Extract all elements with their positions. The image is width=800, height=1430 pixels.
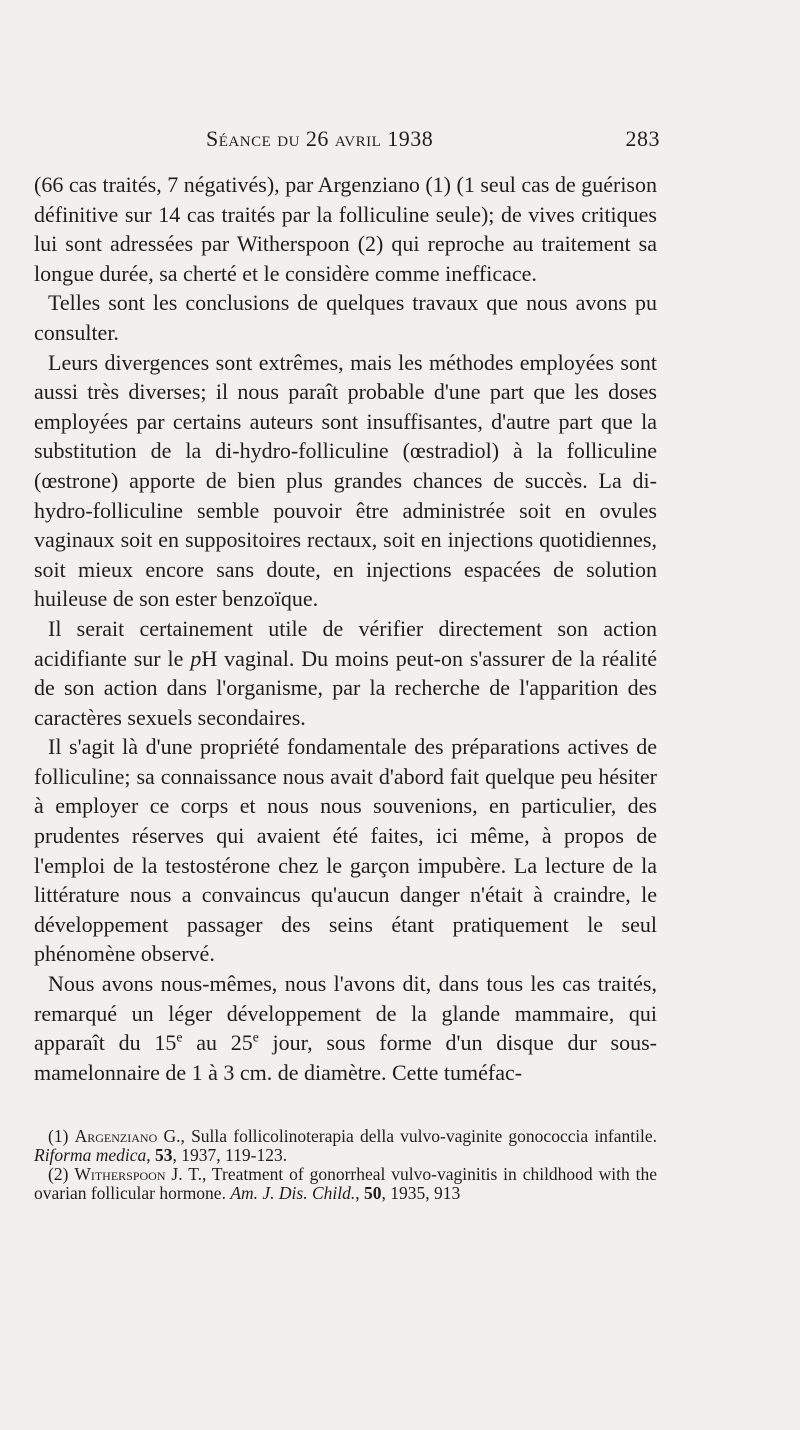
footnote-volume: 53 xyxy=(155,1145,173,1165)
footnote-text-end: , 1935, 913 xyxy=(381,1183,461,1203)
running-header xyxy=(60,126,660,160)
footnote-author: Argenziano xyxy=(74,1126,158,1146)
footnote-journal: Am. J. Dis. Child. xyxy=(230,1183,356,1203)
footnote-number: (1) xyxy=(48,1126,69,1146)
footnote-number: (2) xyxy=(48,1164,69,1184)
footnote-text-end: , 1937, 119-123. xyxy=(172,1145,288,1165)
running-title: Séance du 26 avril 1938 xyxy=(206,126,434,151)
footnote-1 xyxy=(34,1127,657,1165)
paragraph-2: Telles sont les conclusions de quelques travaux que nous avons pu consulter. xyxy=(34,290,657,345)
footnote-sep: , xyxy=(355,1183,365,1203)
paragraph-6 xyxy=(34,969,657,1087)
paragraph-4 xyxy=(34,614,657,732)
paragraph-6-b: au 25 xyxy=(182,1030,253,1056)
paragraph-6-a: Nous avons nous-mêmes, nous l'avons dit, dans tous les cas traités, remarqué un léger développement de la glande mammaire, qui apparaît du 15 xyxy=(34,971,657,1056)
footnote-journal: Riforma medica xyxy=(34,1145,147,1165)
paragraph-6-c: jour, sous forme d'un disque dur sous-mamelonnaire de 1 à 3 cm. de diamètre. Cette tuméfac- xyxy=(34,1030,658,1085)
ph-p: p xyxy=(190,645,202,671)
ph-h: H xyxy=(201,645,218,671)
page-number: 283 xyxy=(625,126,660,151)
paragraph-3: Leurs divergences sont extrêmes, mais les méthodes employées sont aussi très diverses; il nous paraît probable d'une part que les doses employées par certains auteurs sont insuffisantes, d'autre part que la substitution de la di-hydro-folliculine (œstradiol) à la folliculine (œstrone) apporte de bien plus grandes chances de succès. La di-hydro-folliculine semble pouvoir être administrée soit en ovules vaginaux soit en suppositoires rectaux, soit en injections quotidiennes, soit mieux encore sans doute, en injections espacées de solution huileuse de son ester benzoïque. xyxy=(34,349,657,612)
footnote-2 xyxy=(34,1165,657,1203)
footnote-text: J. T., Treatment of gonorrheal vulvo-vaginitis in childhood with the ovarian follicular hormone. xyxy=(34,1164,657,1203)
body-text xyxy=(34,170,657,1087)
footnote-author: Witherspoon xyxy=(74,1164,166,1184)
paragraph-5: Il s'agit là d'une propriété fondamentale des préparations actives de folliculine; sa connaissance nous avait d'abord fait quelque peu hésiter à employer ce corps et nous nous souvenions, en particulier, des prudentes réserves qui avaient été faites, ici même, à propos de l'emploi de la testostérone chez le garçon impubère. La lecture de la littérature nous a convaincus qu'aucun danger n'était à craindre, le développement passager des seins étant pratiquement le seul phénomène observé. xyxy=(34,734,657,967)
footnotes xyxy=(34,1127,657,1203)
footnote-text: G., Sulla follicolinoterapia della vulvo-vaginite gonococcia infantile. xyxy=(157,1126,658,1146)
paragraph-4-end: vaginal. Du moins peut-on s'assurer de la réalité de son action dans l'organisme, par la recherche de l'apparition des caractères sexuels secondaires. xyxy=(34,645,657,730)
ordinal-sup-1: e xyxy=(176,1029,183,1045)
paragraph-1: (66 cas traités, 7 négativés), par Argenziano (1) (1 seul cas de guérison définitive sur 14 cas traités par la folliculine seule); de vives critiques lui sont adressées par Witherspoon (2) qui reproche au traitement sa longue durée, sa cherté et le considère comme inefficace. xyxy=(34,172,657,286)
footnote-volume: 50 xyxy=(364,1183,382,1203)
ordinal-sup-2: e xyxy=(252,1029,259,1045)
footnote-sep: , xyxy=(146,1145,156,1165)
paragraph-4-start: Il serait certainement utile de vérifier directement son action acidifiante sur le xyxy=(34,615,657,671)
